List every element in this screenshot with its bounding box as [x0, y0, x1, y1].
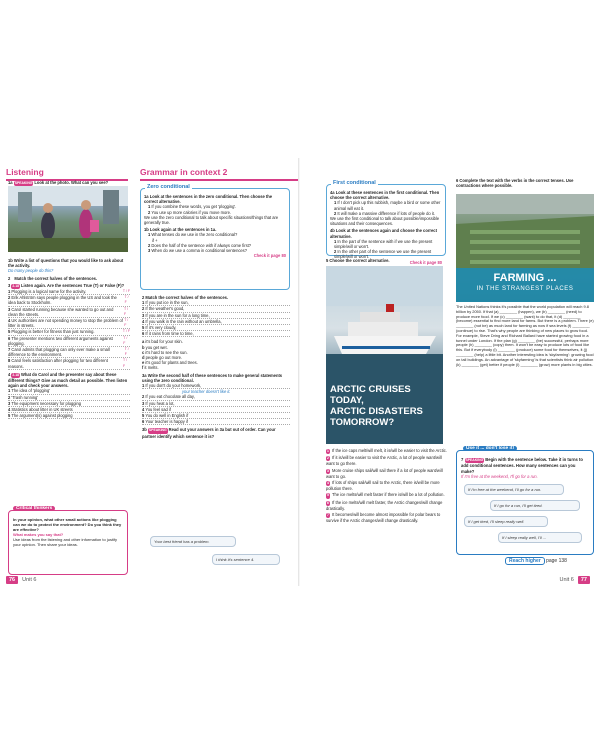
list-item	[8, 347, 130, 358]
first-conditional-title: First conditional	[333, 180, 376, 186]
ex6-text: Complete the text with the verbs in the correct tenses. Use contractions where possible.	[456, 178, 574, 189]
speaking-badge: SPEAKING	[14, 181, 33, 185]
use-it-title: Use it ... don't lose it!	[463, 446, 517, 451]
item-text: In the part of the sentence with if we use the present simple/will or won't.	[334, 238, 433, 250]
item-num: 2	[334, 249, 337, 255]
true-false[interactable]: T / F	[122, 329, 130, 334]
ex-num: 2	[8, 275, 11, 281]
list-item	[8, 358, 130, 369]
item-num: 3	[8, 400, 11, 406]
ex-num: 3b	[142, 427, 147, 433]
ex-num: 1b	[8, 258, 13, 263]
ex5-sub-text: Use ideas from the listening and other information to justify your opinion. Then share your ideas.	[13, 537, 118, 547]
item-text: Carol admits that plogging can only ever make a small difference to the environment.	[8, 347, 110, 358]
zero-conditional-box	[140, 184, 290, 290]
item-num: 1	[148, 204, 151, 210]
item-text: Carol feels satisfaction after plogging for two different reasons.	[8, 358, 108, 369]
item-num: 3	[148, 248, 151, 254]
item-num: 6	[142, 419, 145, 425]
speech-bubble: If I get tired, I'll sleep really well.	[464, 516, 548, 527]
item-num: 5	[142, 325, 145, 331]
true-false[interactable]: T / F	[124, 295, 129, 305]
item-text: If you eat chocolate all day,	[145, 394, 195, 400]
rule-note: We use the first conditional to talk about possible/impossible situations and their consequences.	[330, 216, 440, 227]
item-num: 3	[8, 306, 11, 312]
section-title-listening: Listening	[6, 167, 128, 181]
ship-headline: TOMORROW?	[330, 417, 395, 428]
true-false[interactable]: T / F	[124, 318, 129, 328]
page-footer-right	[560, 577, 595, 583]
item-text: Your teacher is happy if	[145, 419, 188, 425]
ex5-heading	[326, 258, 446, 263]
list-item	[8, 413, 130, 419]
item-num: 4	[142, 406, 145, 412]
ship-headline: ARCTIC CRUISES TODAY,	[330, 384, 411, 406]
item-num: 3	[142, 312, 145, 318]
ex5-text: In your opinion, what other small actions like plogging can we do to protect the environment? Do you think they are effective?	[13, 517, 122, 532]
left-page	[0, 158, 300, 586]
ex1a-text: Look at the photo. What can you see?	[34, 180, 109, 185]
ex5-sub: What makes you say that?	[13, 532, 64, 537]
item-text: If I don't pick up this rubbish, maybe a bird or some other animal will eat it.	[334, 200, 441, 211]
unit-label: Unit 6	[22, 577, 37, 583]
page-number: 77	[578, 576, 590, 584]
critical-thinkers-title: Critical thinkers	[13, 506, 55, 511]
reach-higher-page: page 138	[546, 558, 567, 564]
ex1a-text: Look at the sentences in the zero conditional. Then choose the correct alternative.	[144, 194, 273, 205]
true-false[interactable]: T / F	[124, 347, 129, 357]
item-num: 2	[148, 209, 151, 215]
item-num: 1	[334, 200, 337, 206]
audio-badge: 2.18	[12, 372, 20, 377]
item-num: 1	[142, 300, 145, 306]
item-text: If you heat a lot,	[145, 400, 175, 406]
ex3-list	[8, 289, 130, 370]
ex5-text: Choose the correct alternative.	[329, 258, 390, 263]
item-num: 6	[327, 500, 329, 505]
list-item	[8, 336, 130, 347]
item-text: If the weather's good,	[145, 306, 185, 312]
true-false[interactable]: T / F	[122, 289, 130, 294]
item-num: 2	[142, 394, 145, 400]
item-num: 1	[334, 238, 337, 244]
farm-subtitle: IN THE STRANGEST PLACES	[476, 286, 574, 292]
unit-label: Unit 6	[559, 577, 574, 583]
ex3b-text: Read out your answers in 3a but out of order. Can your partner identify which sentence it is?	[142, 427, 276, 439]
ex7-prompt: If I'm free at the weekend, I'll go for a run.	[461, 473, 538, 479]
item-text: Carol started running because she wanted to go out and clean the streets.	[8, 306, 114, 317]
ex-num: 5	[326, 258, 329, 263]
item-num: 1	[8, 289, 11, 295]
item-text: Statistics about litter in UK streets	[11, 407, 73, 413]
item-num: 8	[8, 358, 11, 364]
plogging-photo	[8, 186, 128, 252]
item-num: 2	[142, 306, 145, 312]
item-num: 7	[8, 347, 11, 353]
speaking-badge: SPEAKING	[465, 458, 484, 462]
item-text: Plogging is better for fitness than just running.	[11, 329, 95, 335]
item-text: You do well in English if	[145, 413, 189, 419]
item-text: If you put ice in the sun,	[145, 300, 189, 306]
item-num: 5	[8, 329, 11, 335]
item-text: If lots of ships sail/will sail to the Arctic, there is/will be more pollution there.	[326, 480, 440, 492]
item-num: 2	[8, 394, 11, 400]
list-item	[326, 492, 448, 498]
farm-banner	[456, 268, 594, 302]
item-text: If the ice caps melt/will melt, it is/will be easier to visit the Arctic.	[332, 448, 447, 453]
item-text: More cruise ships sail/will sail there if a lot of people want/will want to go.	[326, 467, 443, 479]
zero-conditional-title: Zero conditional	[147, 184, 190, 190]
item-num: 5	[142, 413, 145, 419]
speaking-badge: SPEAKING	[148, 428, 167, 433]
ex4b-text: Look at the sentences again and choose the correct alternative.	[330, 228, 437, 239]
item-num: d	[142, 355, 145, 361]
item-text: You use up more calories if you move more.	[151, 209, 232, 215]
item-text: It will make a massive difference if lots of people do it.	[337, 210, 435, 216]
ex-num: 3a	[142, 372, 147, 378]
item-num: 4	[8, 407, 11, 413]
item-text: it melts.	[144, 365, 159, 371]
ex4a-text: Look at these sentences in the first conditional. Then choose the correct alternative.	[330, 190, 440, 201]
item-num: a	[142, 339, 145, 345]
item-num: 4	[142, 318, 145, 324]
list-item	[326, 500, 448, 511]
ex-num: 4a	[330, 190, 335, 195]
critical-thinkers-box	[8, 506, 128, 575]
ex-num: 4b	[330, 228, 335, 234]
item-text: 'Trash running'	[11, 394, 39, 400]
item-num: 2	[334, 210, 337, 216]
item-num: 2	[148, 242, 151, 248]
list-item	[326, 512, 448, 523]
speech-bubble: If I go for a run, I'll get tired.	[490, 500, 580, 511]
page-number: 76	[6, 576, 18, 584]
item-num: f	[142, 365, 144, 371]
item-text: In the other part of the sentence we use the present simple/will or won't.	[334, 249, 432, 260]
photo-graphic	[8, 186, 128, 252]
list-item	[8, 307, 130, 318]
item-text: The presenter mentions two different arguments against plogging.	[8, 335, 113, 346]
item-num: 3	[327, 468, 329, 473]
ex4-text: What do Carol and the presenter say about these different things? Give as much detail as possible. Then listen again and check your answers.	[8, 371, 128, 389]
item-text: If the ice melts/will melt faster, the Arctic changes/will change drastically.	[326, 499, 443, 511]
ex6-heading	[456, 178, 594, 188]
speech-bubble: Your best friend has a problem.	[150, 536, 236, 547]
true-false[interactable]: T / F	[123, 335, 128, 345]
item-text: it's hard to see the sun.	[145, 349, 188, 355]
item-num: 6	[8, 335, 11, 341]
item-num: 2	[327, 456, 329, 461]
item-text: If you don't do your homework,	[145, 383, 202, 389]
ex7-text: Begin with the sentence below. Take it in turns to add conditional sentences. How many sentences can you make?	[461, 457, 583, 474]
item-text: If it's very cloudy,	[145, 325, 177, 331]
item-text: The idea of 'plogging'	[11, 388, 51, 394]
item-text: If you are in the sun for a long time,	[145, 312, 210, 318]
item-num: 5	[327, 493, 329, 498]
ex3a-text: Write the second half of these sentences to make general statements using the zero conditional.	[142, 372, 283, 383]
farm-article-text: The United Nations thinks it's possible that the world population will reach 9.8 billion by 2050. If that (a) ________ (happen), we (b) ________ (need) to produce more food. If we (c) ________ (want) to do that, it (d) ________ (become) essential to find more land for farms. But there is a problem. There (e) ________ (not be) as much land for farming as now if sea levels (f) ________ (continue) to rise. That's why people are thinking of new places to grow food. For example, Steve Dring and Richard Ballard have started growing food in a tunnel under London. If the plan (g) ________ (be) successful, perhaps more people (h) ________ (copy) them. It won't be easy to produce lots of food like this. But if everybody (i) ________ (produce) some food for themselves, it (j) ________ (help) a little bit. Another interesting idea is 'skyfarming': growing food on tall buildings. An advantage of 'skyfarming' is that scientists think air pollution (k) ________ (get) better if people (l) ________ (grow) more plants in big cities.	[456, 304, 594, 367]
item-text: If it is/will be easier to visit the Arctic, a lot of people want/will want to go there.	[326, 455, 442, 467]
ex-num: 2	[142, 295, 145, 300]
list-item	[326, 455, 448, 466]
ex-num: 4	[8, 371, 11, 377]
ex-num: 1b	[144, 227, 149, 233]
section-title-grammar: Grammar in context 2	[140, 167, 440, 181]
list-item	[8, 318, 130, 329]
ex-num: 7	[461, 457, 464, 462]
item-text: it's bad for your skin.	[145, 339, 183, 345]
farm-title: FARMING ...	[493, 272, 557, 284]
ex-num: 1a	[144, 194, 149, 199]
list-item	[326, 480, 448, 491]
first-conditional-box	[326, 180, 446, 265]
ex-num: 6	[456, 178, 459, 183]
list-item	[142, 419, 290, 425]
rule-note: We use the zero conditional to talk about specific situations/things that are generally true.	[144, 214, 279, 226]
rooftop-farm-image	[456, 194, 594, 302]
ex2-text: Match the correct halves of the sentences.	[145, 295, 229, 300]
speech-bubble: If I sleep really well, I'll ...	[498, 532, 582, 543]
ex1b-text: Write a list of questions that you would like to ask about the activity.	[8, 258, 124, 269]
check-it-link[interactable]: Check it page 80	[409, 259, 442, 265]
example-answer: your teacher doesn't like it.	[182, 389, 231, 395]
audio-badge: 2.18	[12, 283, 20, 288]
item-text: The equipment necessary for plogging	[11, 400, 81, 406]
item-num: 4	[8, 318, 11, 324]
list-item	[326, 448, 448, 454]
item-text: Erik Ahlström says people plogging in the US and took the idea back to Stockholm.	[8, 295, 117, 306]
item-num: 2	[8, 295, 11, 301]
item-num: b	[142, 344, 145, 350]
item-num: 1	[142, 383, 145, 389]
answer-line[interactable]: if +	[152, 237, 158, 243]
item-text: It becomes/will become almost impossible for polar bears to survive if the Arctic changes/will change drastically.	[326, 512, 441, 524]
item-text: When do we use a comma in conditional sentences?	[151, 248, 247, 254]
item-text: If you combine these words, you get 'plogging'.	[151, 204, 237, 210]
item-num: 3	[142, 400, 145, 406]
item-num: 4	[327, 481, 329, 486]
item-text: The argument(s) against plogging	[11, 413, 73, 419]
cruise-ship-image	[326, 266, 443, 444]
item-text: You feel sad if	[145, 406, 171, 412]
item-text: What tenses do we use in the zero conditional?	[151, 232, 238, 238]
list-item	[142, 365, 290, 370]
item-num: 1	[8, 388, 11, 394]
ex1b-text: Look again at the sentences in 1a.	[149, 227, 217, 233]
list-item	[326, 468, 448, 479]
textbook-spread	[0, 158, 600, 586]
check-it-link[interactable]: Check it page 80	[253, 253, 286, 259]
reach-higher[interactable]	[505, 558, 567, 564]
ex5-list	[326, 448, 448, 523]
page-footer-left	[6, 577, 37, 583]
speech-bubble: If I'm free at the weekend, I'll go for a run.	[464, 484, 564, 495]
true-false[interactable]: T / F	[122, 358, 127, 368]
item-num: 5	[8, 413, 11, 419]
item-text: you get wet.	[145, 344, 168, 350]
item-text: UK authorities are not spending money to stop the problem of litter in streets.	[8, 318, 123, 329]
item-text: Plogging is a logical name for the activity.	[11, 289, 87, 295]
item-num: 6	[142, 331, 145, 337]
item-num: 1	[148, 232, 151, 238]
ex3-text: Listen again. Are the sentences True (T) or False (F)?	[21, 282, 125, 288]
list-item	[8, 295, 130, 306]
listening-exercises	[8, 258, 130, 419]
item-num: c	[142, 349, 145, 355]
speech-bubble: I think it's sentence 4.	[212, 554, 280, 565]
ex2-block	[142, 295, 290, 439]
item-text: If it rains from time to time,	[145, 331, 194, 337]
ship-headline: ARCTIC DISASTERS	[330, 406, 423, 417]
reach-higher-label: Reach higher	[505, 557, 545, 565]
item-text: it's good for plants and trees.	[145, 360, 198, 366]
ex1b-example: Do many people do this?	[8, 268, 54, 274]
item-text: If you walk in the rain without an umbrella,	[145, 318, 222, 324]
item-num: e	[142, 360, 145, 366]
ex-num: 3	[8, 282, 11, 288]
ex-num: 1a	[8, 180, 13, 185]
item-num: 7	[327, 513, 329, 518]
item-num: 1	[327, 449, 329, 453]
ex2-text: Match the correct halves of the sentences.	[14, 275, 98, 281]
true-false[interactable]: T / F	[123, 306, 129, 316]
item-text: people go out more.	[145, 355, 183, 361]
item-text: Does the half of the sentence with if always come first?	[151, 242, 252, 248]
item-text: The ice melts/will melt faster if there is/will be a lot of pollution.	[331, 492, 445, 498]
